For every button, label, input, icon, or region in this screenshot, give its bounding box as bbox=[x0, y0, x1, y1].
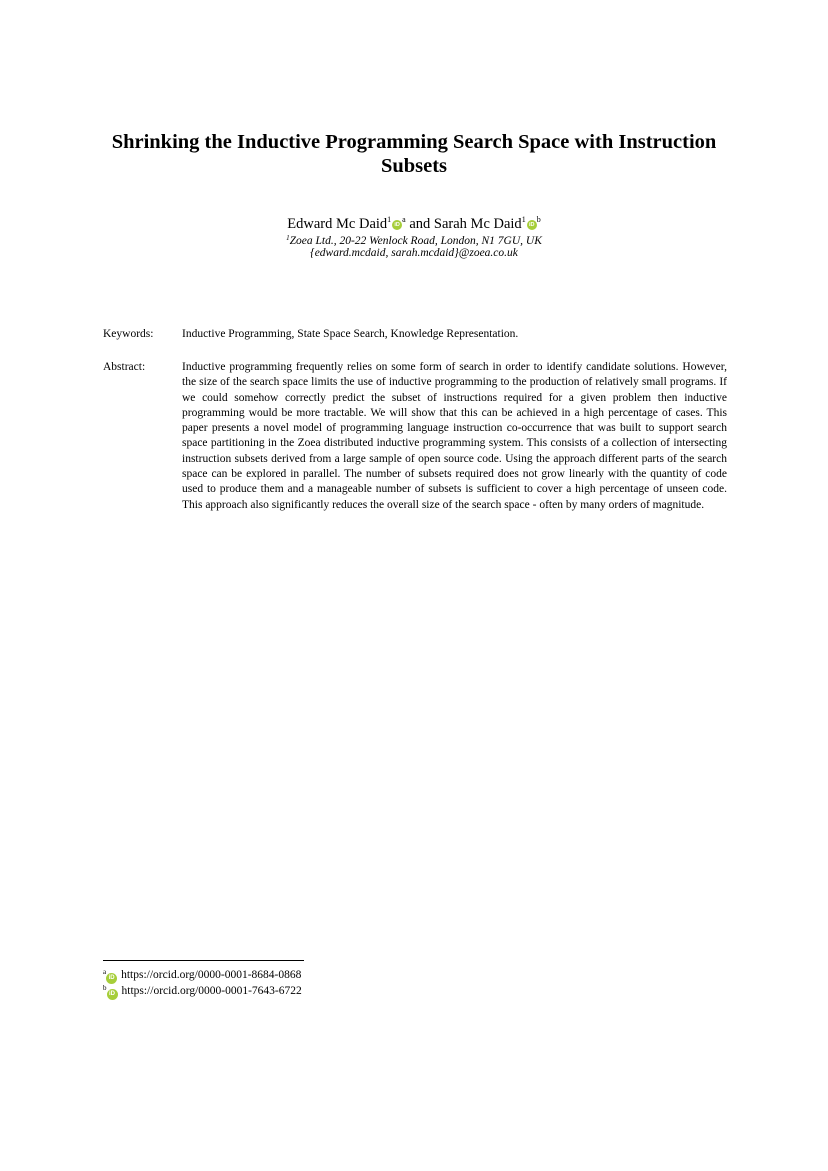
paper-title: Shrinking the Inductive Programming Search Space with Instruction Subsets bbox=[111, 131, 717, 177]
orcid-link[interactable]: https://orcid.org/0000-0001-8684-0868 bbox=[121, 969, 302, 981]
footnote-divider bbox=[103, 960, 304, 961]
author-name: Sarah Mc Daid bbox=[433, 216, 522, 232]
orcid-icon[interactable]: iD bbox=[527, 220, 537, 230]
affiliation-mark: 1 bbox=[286, 234, 290, 242]
orcid-footnote-mark: b bbox=[536, 215, 541, 224]
orcid-footnote-mark: a bbox=[402, 215, 406, 224]
abstract-label: Abstract: bbox=[103, 361, 146, 373]
author-name: Edward Mc Daid bbox=[287, 216, 388, 232]
keywords-text: Inductive Programming, State Space Search, Knowledge Representation. bbox=[182, 328, 519, 340]
orcid-icon: iD bbox=[106, 973, 117, 984]
footnote-mark: a bbox=[103, 968, 107, 976]
affiliation-mark: 1 bbox=[521, 215, 526, 224]
keywords-label: Keywords: bbox=[103, 328, 154, 340]
affiliation-text: Zoea Ltd., 20-22 Wenlock Road, London, N1 7GU, UK bbox=[289, 235, 542, 247]
abstract-text: Inductive programming frequently relies on some form of search in order to identify candidate solutions. However, the size of the search space limits the use of inductive programming to the production of relatively small programs. If we could somehow correctly predict the subset of instructions required for a given problem then inductive programming would be more tractable. We will show that this can be achieved in a high percentage of cases. This paper presents a novel model of programming language instruction co-occurrence that was built to support search space partitioning in the Zoea distributed inductive programming system. This consists of a collection of intersecting instruction subsets derived from a large sample of open source code. Using the approach different parts of the search space can be explored in parallel. The number of subsets required does not grow linearly with the quantity of code used to produce them and a manageable number of subsets is sufficient to cover a high percentage of unseen code. This approach also significantly reduces the overall size of the search space - often by many orders of magnitude. bbox=[182, 361, 727, 511]
author-line bbox=[90, 211, 738, 233]
orcid-icon[interactable]: iD bbox=[392, 220, 402, 230]
author-separator: and bbox=[405, 216, 434, 232]
affiliation-mark: 1 bbox=[387, 215, 392, 224]
author-email[interactable]: {edward.mcdaid, sarah.mcdaid}@zoea.co.uk bbox=[310, 247, 518, 259]
footnote-orcid-b bbox=[103, 981, 302, 1000]
orcid-link[interactable]: https://orcid.org/0000-0001-7643-6722 bbox=[121, 985, 302, 997]
orcid-icon: iD bbox=[107, 989, 118, 1000]
footnote-mark: b bbox=[103, 984, 107, 992]
